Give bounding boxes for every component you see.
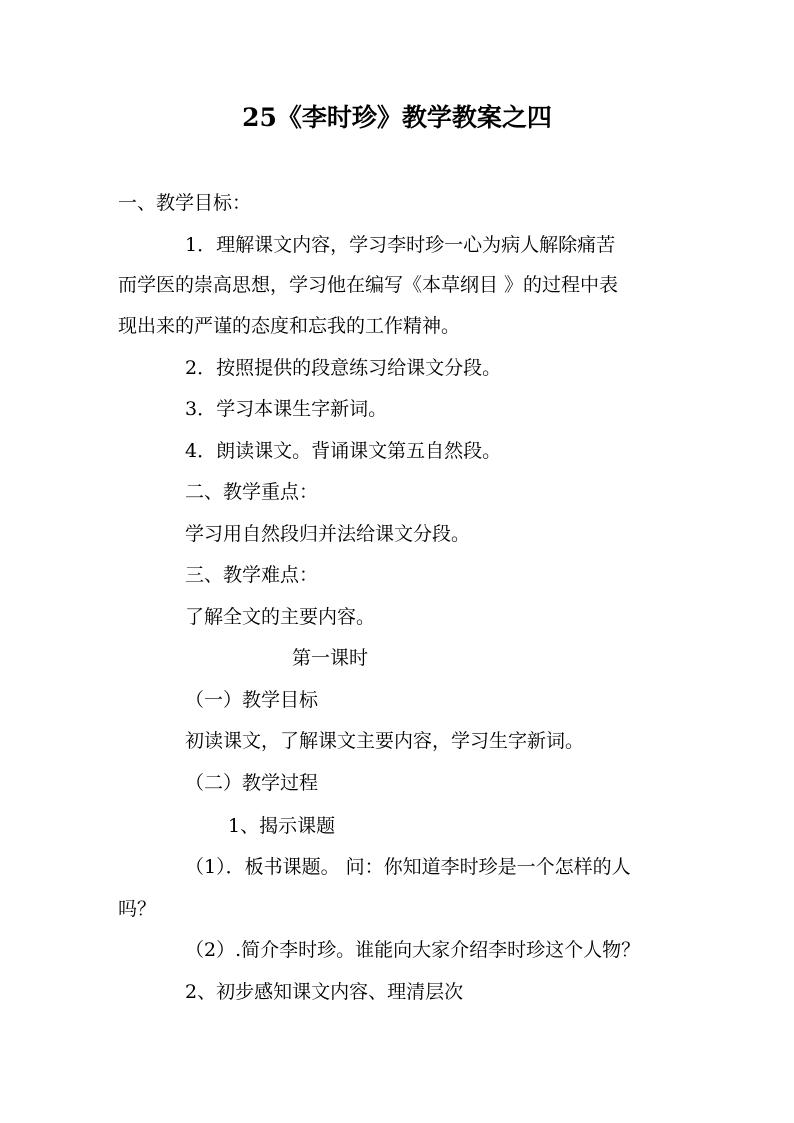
document-title: 25《李时珍》教学教案之四 <box>242 103 552 132</box>
lesson-one-heading: 第一课时 <box>292 647 369 669</box>
objective-2: 2．按照提供的段意练习给课文分段。 <box>185 357 502 379</box>
step-1-item-2: （2）.简介李时珍。谁能向大家介绍李时珍这个人物？ <box>185 939 641 961</box>
lesson-objectives-heading: （一）教学目标 <box>185 689 319 711</box>
step-2-heading: 2、初步感知课文内容、理清层次 <box>185 981 464 1003</box>
step-1-item-1-line-1: （1）．板书课题。 问：你知道李时珍是一个怎样的人 <box>185 856 631 878</box>
section-objectives-heading: 一、教学目标： <box>118 192 252 214</box>
lesson-process-heading: （二）教学过程 <box>185 772 319 794</box>
objective-1-line-1: 1．理解课文内容，学习李时珍一心为病人解除痛苦 <box>185 234 616 256</box>
difficulties-text: 了解全文的主要内容。 <box>185 606 376 628</box>
section-difficulties-heading: 三、教学难点： <box>185 564 319 586</box>
step-1-item-1-line-2: 吗？ <box>118 898 157 920</box>
objective-3: 3．学习本课生字新词。 <box>185 398 388 420</box>
section-key-points-heading: 二、教学重点： <box>185 481 319 503</box>
objective-1-line-3: 现出来的严谨的态度和忘我的工作精神。 <box>118 315 461 337</box>
lesson-objectives-text: 初读课文，了解课文主要内容，学习生字新词。 <box>185 730 585 752</box>
key-points-text: 学习用自然段归并法给课文分段。 <box>185 523 471 545</box>
step-1-heading: 1、揭示课题 <box>228 815 336 837</box>
objective-4: 4．朗读课文。背诵课文第五自然段。 <box>185 440 502 462</box>
objective-1-line-2: 而学医的崇高思想，学习他在编写《本草纲目 》的过程中表 <box>118 274 619 296</box>
